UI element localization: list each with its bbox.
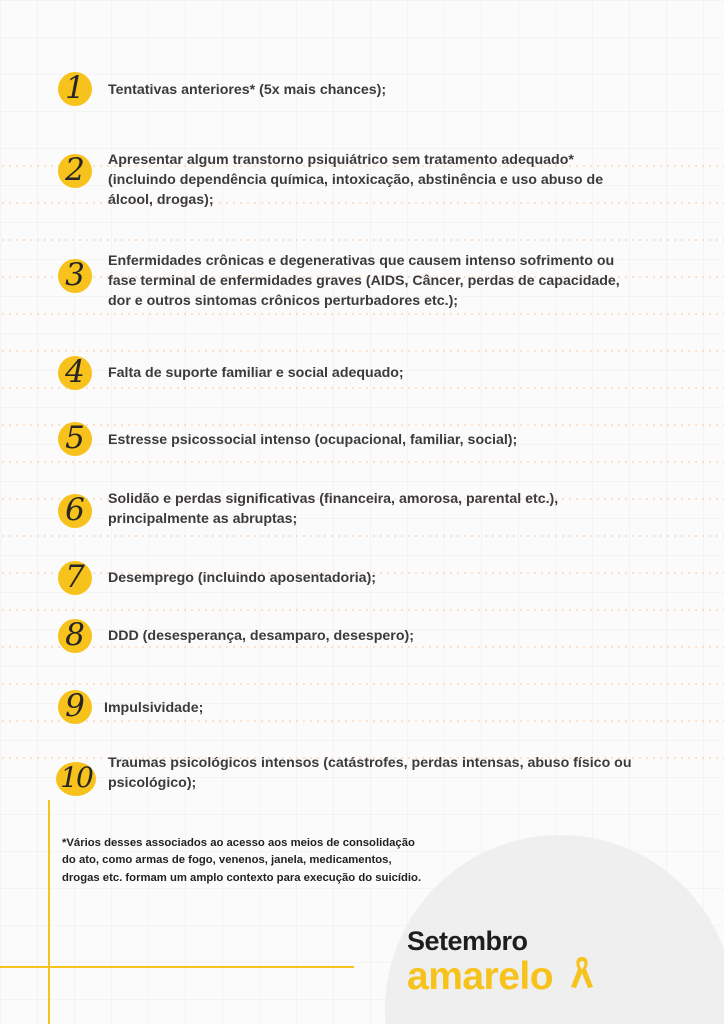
item-number: 3 xyxy=(65,257,85,293)
item-text: Estresse psicossocial intenso (ocupacional, familiar, social); xyxy=(108,432,518,448)
logo-line-setembro: Setembro xyxy=(407,926,528,956)
logo-line-amarelo xyxy=(407,953,597,998)
number-badge xyxy=(58,494,92,528)
number-badge xyxy=(58,259,92,293)
footnote: *Vários desses associados ao acesso aos meios de consolidação do ato, como armas de fogo, venenos, janela, medicamentos, drogas etc. formam um amplo contexto para execução do suicídio. xyxy=(62,837,422,884)
logo-word-amarelo: amarelo xyxy=(407,955,554,998)
item-text: Tentativas anteriores* (5x mais chances); xyxy=(108,82,387,98)
item-number: 5 xyxy=(65,420,85,456)
item-text: DDD (desesperança, desamparo, desespero); xyxy=(108,628,414,644)
item-text: Solidão e perdas significativas (financeira, amorosa, parental etc.), principalmente as abruptas; xyxy=(108,491,559,527)
item-number: 9 xyxy=(65,688,85,724)
item-number: 2 xyxy=(65,152,85,188)
number-badge xyxy=(58,619,92,653)
item-text: Apresentar algum transtorno psiquiátrico sem tratamento adequado* (incluindo dependência química, intoxicação, abstinência e uso abuso de álcool, drogas); xyxy=(108,152,604,208)
item-text: Enfermidades crônicas e degenerativas que causem intenso sofrimento ou fase terminal de enfermidades graves (AIDS, Câncer, perdas de capacidade, dor e outros sintomas crônicos perturbadores etc.); xyxy=(108,253,620,309)
number-badge xyxy=(58,154,92,188)
item-number: 7 xyxy=(65,559,85,595)
item-text: Traumas psicológicos intensos (catástrofes, perdas intensas, abuso físico ou psicológico); xyxy=(108,755,632,791)
campaign-logo xyxy=(407,926,597,998)
item-number: 4 xyxy=(65,354,85,390)
number-badge xyxy=(56,762,96,796)
item-number: 6 xyxy=(65,492,85,528)
item-number: 8 xyxy=(65,617,85,653)
number-badge xyxy=(58,561,92,595)
number-badge xyxy=(58,422,92,456)
number-badge xyxy=(58,72,92,106)
item-text: Falta de suporte familiar e social adequado; xyxy=(108,365,404,381)
item-number: 1 xyxy=(65,70,85,106)
number-badge xyxy=(58,690,92,724)
awareness-ribbon-icon xyxy=(567,953,597,991)
item-text: Desemprego (incluindo aposentadoria); xyxy=(108,570,377,586)
number-badge xyxy=(58,356,92,390)
item-number: 10 xyxy=(60,761,92,794)
item-text: Impulsividade; xyxy=(104,700,204,716)
